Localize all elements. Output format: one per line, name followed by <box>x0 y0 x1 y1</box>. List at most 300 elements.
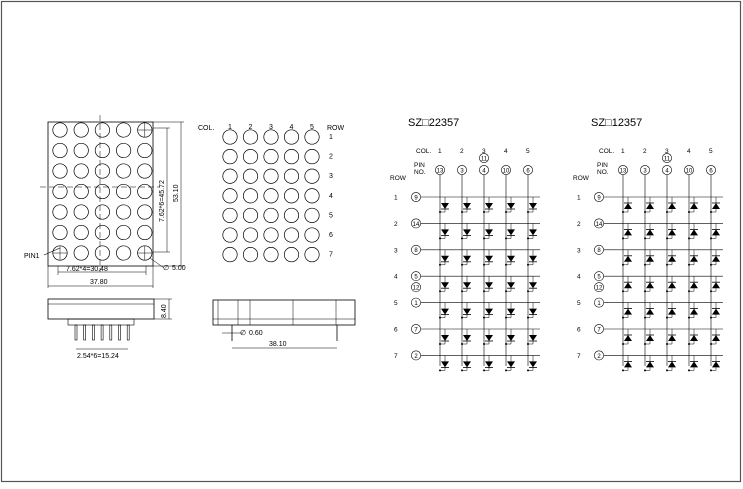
junction-dot <box>505 343 507 345</box>
led-diode <box>463 203 471 209</box>
row-number: 2 <box>329 153 333 161</box>
led-diode <box>646 309 654 315</box>
side-view-body <box>48 299 154 319</box>
led-diode <box>690 309 698 315</box>
junction-dot <box>439 290 441 292</box>
front-dot-grid <box>53 123 152 260</box>
col-number: 2 <box>643 148 647 155</box>
matrix-dot <box>305 208 319 222</box>
junction-dot <box>688 290 690 292</box>
front-dot <box>74 143 88 157</box>
pin1-leader <box>44 248 60 255</box>
led-diode <box>624 229 632 235</box>
junction-dot <box>710 290 712 292</box>
row-header: ROW <box>573 175 589 182</box>
junction-dot <box>710 264 712 266</box>
diameter-symbol: ∅ <box>163 265 170 272</box>
led-diode <box>507 309 515 315</box>
row-number: 5 <box>394 300 398 308</box>
led-diode <box>485 282 493 288</box>
matrix-dot <box>243 228 257 242</box>
led-diode <box>646 256 654 262</box>
row-header: ROW <box>327 125 345 132</box>
page-border <box>2 2 741 482</box>
matrix-dot <box>223 189 237 203</box>
col-number: 5 <box>310 124 314 131</box>
led-diode <box>668 203 676 209</box>
col-pin-number: 10 <box>502 168 510 175</box>
matrix-dot <box>305 189 319 203</box>
led-diode <box>529 229 537 235</box>
matrix-dot <box>243 169 257 183</box>
junction-dot <box>461 369 463 371</box>
matrix-dot <box>264 130 278 144</box>
col-number: 3 <box>269 124 273 131</box>
led-diode <box>441 282 449 288</box>
side-pin <box>92 325 94 340</box>
matrix-dot <box>284 247 298 261</box>
col-number: 1 <box>438 148 442 155</box>
dim-pin-pitch: 2.54*6=15.24 <box>77 353 119 360</box>
front-dot <box>138 164 152 178</box>
front-dot <box>95 143 109 157</box>
row-pin-number: 5 <box>414 274 418 281</box>
schematic-title: SZ□12357 <box>591 117 643 129</box>
side-pin <box>110 325 112 340</box>
schematic-22357 <box>390 117 540 371</box>
schematic-title: SZ□22357 <box>408 117 460 129</box>
row-number: 6 <box>577 326 581 334</box>
matrix-dot <box>284 228 298 242</box>
matrix-dot <box>223 149 237 163</box>
pin1-label: PIN1 <box>24 253 40 260</box>
junction-dot <box>461 264 463 266</box>
col-number: 3 <box>665 148 669 155</box>
col-pin-number: 4 <box>482 168 486 175</box>
row-col-view <box>198 124 345 262</box>
front-view <box>24 115 186 288</box>
junction-dot <box>688 211 690 213</box>
front-dot <box>95 225 109 239</box>
matrix-dot <box>223 169 237 183</box>
row-number: 7 <box>577 352 581 360</box>
matrix-dot <box>223 228 237 242</box>
col-header: COL. <box>599 148 615 155</box>
matrix-dot <box>284 169 298 183</box>
led-diode <box>712 309 720 315</box>
junction-dot <box>461 237 463 239</box>
led-diode <box>507 335 515 341</box>
junction-dot <box>461 290 463 292</box>
led-diode <box>463 256 471 262</box>
junction-dot <box>527 317 529 319</box>
front-dot <box>116 246 130 260</box>
matrix-dot <box>243 189 257 203</box>
junction-dot <box>622 237 624 239</box>
led-diode <box>646 229 654 235</box>
led-diode <box>712 203 720 209</box>
row-number: 1 <box>329 134 333 141</box>
led-diode <box>624 335 632 341</box>
matrix-dot <box>305 169 319 183</box>
row-number: 1 <box>577 194 581 202</box>
front-dot <box>74 205 88 219</box>
led-diode <box>712 335 720 341</box>
col-pin-extra: 11 <box>663 156 671 163</box>
row-number: 7 <box>329 251 333 259</box>
junction-dot <box>622 343 624 345</box>
junction-dot <box>483 264 485 266</box>
matrix-dot <box>223 130 237 144</box>
led-diode <box>624 256 632 262</box>
row-col-row-labels <box>329 134 333 259</box>
junction-dot <box>710 211 712 213</box>
led-diode <box>690 256 698 262</box>
junction-dot <box>505 237 507 239</box>
matrix-dot <box>243 208 257 222</box>
junction-dot <box>483 237 485 239</box>
front-dot <box>95 246 109 260</box>
row-header: ROW <box>390 175 406 182</box>
junction-dot <box>483 343 485 345</box>
front-dot <box>116 123 130 137</box>
col-pin-number: 4 <box>665 168 669 175</box>
led-diode <box>507 229 515 235</box>
row-number: 4 <box>577 273 581 281</box>
junction-dot <box>666 211 668 213</box>
led-diode <box>690 229 698 235</box>
led-diode <box>441 361 449 367</box>
matrix-dot <box>264 149 278 163</box>
front-dot <box>74 123 88 137</box>
junction-dot <box>439 343 441 345</box>
row-number: 1 <box>394 194 398 202</box>
junction-dot <box>527 211 529 213</box>
row-pin-number: 2 <box>597 353 601 360</box>
junction-dot <box>644 264 646 266</box>
junction-dot <box>527 237 529 239</box>
led-diode <box>485 309 493 315</box>
dim-width: 37.80 <box>90 279 108 286</box>
matrix-dot <box>264 169 278 183</box>
led-diode <box>485 335 493 341</box>
row-number: 6 <box>394 326 398 334</box>
front-dot <box>53 164 67 178</box>
col-pin-number: 13 <box>436 168 444 175</box>
matrix-dot <box>223 247 237 261</box>
front-dot <box>74 225 88 239</box>
dim-length: 38.10 <box>269 341 287 348</box>
dim-pitch-v: 7.62*6=45.72 <box>159 180 166 222</box>
led-diode <box>485 256 493 262</box>
junction-dot <box>527 343 529 345</box>
front-dot <box>138 205 152 219</box>
row-number: 4 <box>394 273 398 281</box>
junction-dot <box>688 343 690 345</box>
led-diode <box>646 335 654 341</box>
junction-dot <box>622 369 624 371</box>
col-pin-number: 6 <box>526 168 530 175</box>
led-diode <box>463 282 471 288</box>
row-pin-extra: 12 <box>412 285 420 292</box>
side-pin <box>101 325 103 340</box>
front-dot <box>138 184 152 198</box>
row-pin-extra: 12 <box>595 285 603 292</box>
pin-header: PIN <box>597 162 608 169</box>
front-dot <box>116 225 130 239</box>
junction-dot <box>666 369 668 371</box>
col-header: COL. <box>416 148 432 155</box>
junction-dot <box>505 211 507 213</box>
led-diode <box>668 309 676 315</box>
led-diode <box>463 309 471 315</box>
col-number: 4 <box>687 148 691 155</box>
led-diode <box>668 335 676 341</box>
row-number: 5 <box>329 212 333 220</box>
junction-dot <box>688 264 690 266</box>
led-diode <box>529 309 537 315</box>
front-dot <box>116 143 130 157</box>
col-pin-extra: 11 <box>480 156 488 163</box>
dim-pitch-h: 7.62*4=30.48 <box>66 266 108 273</box>
junction-dot <box>439 317 441 319</box>
matrix-dot <box>264 208 278 222</box>
matrix-dot <box>284 149 298 163</box>
junction-dot <box>666 264 668 266</box>
led-diode <box>624 309 632 315</box>
side-pin <box>75 325 77 340</box>
led-diode <box>441 309 449 315</box>
col-number: 2 <box>460 148 464 155</box>
row-pin-number: 2 <box>414 353 418 360</box>
led-diode <box>441 203 449 209</box>
col-number: 3 <box>482 148 486 155</box>
junction-dot <box>666 237 668 239</box>
junction-dot <box>483 211 485 213</box>
dim-pin-diameter: 0.60 <box>249 330 263 337</box>
led-diode <box>712 229 720 235</box>
row-pin-number: 14 <box>595 221 603 228</box>
junction-dot <box>644 211 646 213</box>
junction-dot <box>622 264 624 266</box>
front-dot <box>53 205 67 219</box>
junction-dot <box>622 211 624 213</box>
row-pin-number: 7 <box>414 327 418 334</box>
dim-dot-diameter: 5.00 <box>172 265 186 272</box>
col-number: 5 <box>709 148 713 155</box>
col-number: 4 <box>504 148 508 155</box>
junction-dot <box>666 317 668 319</box>
led-diode <box>485 203 493 209</box>
row-number: 3 <box>577 247 581 255</box>
junction-dot <box>710 317 712 319</box>
junction-dot <box>483 369 485 371</box>
led-diode <box>624 282 632 288</box>
led-diode <box>441 229 449 235</box>
front-dot <box>95 205 109 219</box>
row-pin-number: 1 <box>597 301 601 307</box>
junction-dot <box>461 211 463 213</box>
led-diode <box>690 335 698 341</box>
led-diode <box>646 282 654 288</box>
led-diode <box>529 335 537 341</box>
junction-dot <box>710 237 712 239</box>
junction-dot <box>461 317 463 319</box>
matrix-dot <box>284 208 298 222</box>
led-diode <box>668 282 676 288</box>
led-diode <box>529 361 537 367</box>
row-number: 6 <box>329 232 333 239</box>
matrix-dot <box>243 130 257 144</box>
led-diode <box>690 361 698 367</box>
side-pin <box>84 325 86 340</box>
row-pin-number: 7 <box>597 327 601 334</box>
matrix-dot <box>223 208 237 222</box>
row-number: 4 <box>329 192 333 200</box>
matrix-dot <box>264 228 278 242</box>
junction-dot <box>622 317 624 319</box>
side-view-pins <box>75 325 129 340</box>
row-number: 3 <box>329 173 333 181</box>
col-number: 1 <box>621 148 625 155</box>
junction-dot <box>644 290 646 292</box>
junction-dot <box>439 264 441 266</box>
junction-dot <box>505 317 507 319</box>
row-col-dot-grid <box>223 130 319 262</box>
dim-thickness: 8.40 <box>161 304 168 318</box>
front-dot <box>53 143 67 157</box>
led-diode <box>668 361 676 367</box>
matrix-dot <box>305 247 319 261</box>
led-diode <box>485 229 493 235</box>
pin-header: NO. <box>414 169 426 176</box>
row-pin-number: 9 <box>597 195 601 202</box>
front-dot <box>138 225 152 239</box>
front-dot <box>138 143 152 157</box>
matrix-dot <box>264 189 278 203</box>
bottom-view <box>213 300 355 348</box>
dim-height: 53.10 <box>173 184 180 202</box>
front-dot <box>95 164 109 178</box>
junction-dot <box>644 317 646 319</box>
row-pin-number: 9 <box>414 195 418 202</box>
junction-dot <box>527 264 529 266</box>
front-dot <box>53 225 67 239</box>
led-diode <box>646 203 654 209</box>
led-diode <box>485 361 493 367</box>
matrix-dot <box>284 189 298 203</box>
col-number: 2 <box>248 124 253 131</box>
led-diode <box>646 361 654 367</box>
front-dot <box>116 184 130 198</box>
junction-dot <box>622 290 624 292</box>
col-pin-number: 13 <box>619 168 627 175</box>
row-pin-number: 8 <box>414 248 418 255</box>
row-pin-number: 14 <box>412 221 420 228</box>
junction-dot <box>461 343 463 345</box>
dot-diameter-leader <box>150 258 164 268</box>
led-diode <box>463 335 471 341</box>
led-diode <box>463 229 471 235</box>
row-number: 5 <box>577 300 581 308</box>
junction-dot <box>644 343 646 345</box>
junction-dot <box>483 317 485 319</box>
led-diode <box>712 256 720 262</box>
junction-dot <box>527 290 529 292</box>
junction-dot <box>439 211 441 213</box>
col-pin-number: 3 <box>460 168 464 175</box>
junction-dot <box>439 369 441 371</box>
led-diode <box>463 361 471 367</box>
row-number: 3 <box>394 247 398 255</box>
matrix-dot <box>264 247 278 261</box>
led-diode <box>507 256 515 262</box>
col-pin-number: 6 <box>709 168 713 175</box>
row-pin-number: 1 <box>414 301 418 307</box>
row-number: 2 <box>394 220 398 228</box>
led-diode <box>624 361 632 367</box>
pin-header: NO. <box>597 169 609 176</box>
matrix-dot <box>243 149 257 163</box>
matrix-dot <box>305 130 319 144</box>
col-pin-number: 10 <box>685 168 693 175</box>
matrix-dot <box>305 149 319 163</box>
pin-header: PIN <box>414 162 425 169</box>
led-diode <box>529 282 537 288</box>
front-dot <box>95 184 109 198</box>
led-diode <box>507 361 515 367</box>
led-diode <box>668 229 676 235</box>
front-dot <box>74 246 88 260</box>
junction-dot <box>644 237 646 239</box>
diameter-symbol: ∅ <box>240 330 247 337</box>
led-diode <box>529 256 537 262</box>
led-diode <box>507 203 515 209</box>
led-diode <box>712 361 720 367</box>
matrix-dot <box>243 247 257 261</box>
junction-dot <box>505 264 507 266</box>
led-diode <box>690 282 698 288</box>
col-pin-number: 3 <box>643 168 647 175</box>
led-diode <box>529 203 537 209</box>
junction-dot <box>505 369 507 371</box>
col-number: 5 <box>526 148 530 155</box>
schematic-12357 <box>573 117 723 371</box>
col-number: 4 <box>289 124 294 131</box>
row-pin-number: 8 <box>597 248 601 255</box>
matrix-dot <box>284 130 298 144</box>
junction-dot <box>710 343 712 345</box>
front-dot <box>116 205 130 219</box>
matrix-dot <box>305 228 319 242</box>
front-dot <box>53 123 67 137</box>
led-diode <box>441 335 449 341</box>
front-dot <box>53 184 67 198</box>
front-dot <box>74 184 88 198</box>
junction-dot <box>439 237 441 239</box>
junction-dot <box>666 290 668 292</box>
side-pin <box>119 325 121 340</box>
junction-dot <box>710 369 712 371</box>
junction-dot <box>527 369 529 371</box>
front-dot <box>95 123 109 137</box>
side-view <box>48 299 172 360</box>
junction-dot <box>644 369 646 371</box>
side-pin <box>127 325 129 340</box>
led-diode <box>507 282 515 288</box>
led-diode <box>441 256 449 262</box>
led-diode <box>712 282 720 288</box>
